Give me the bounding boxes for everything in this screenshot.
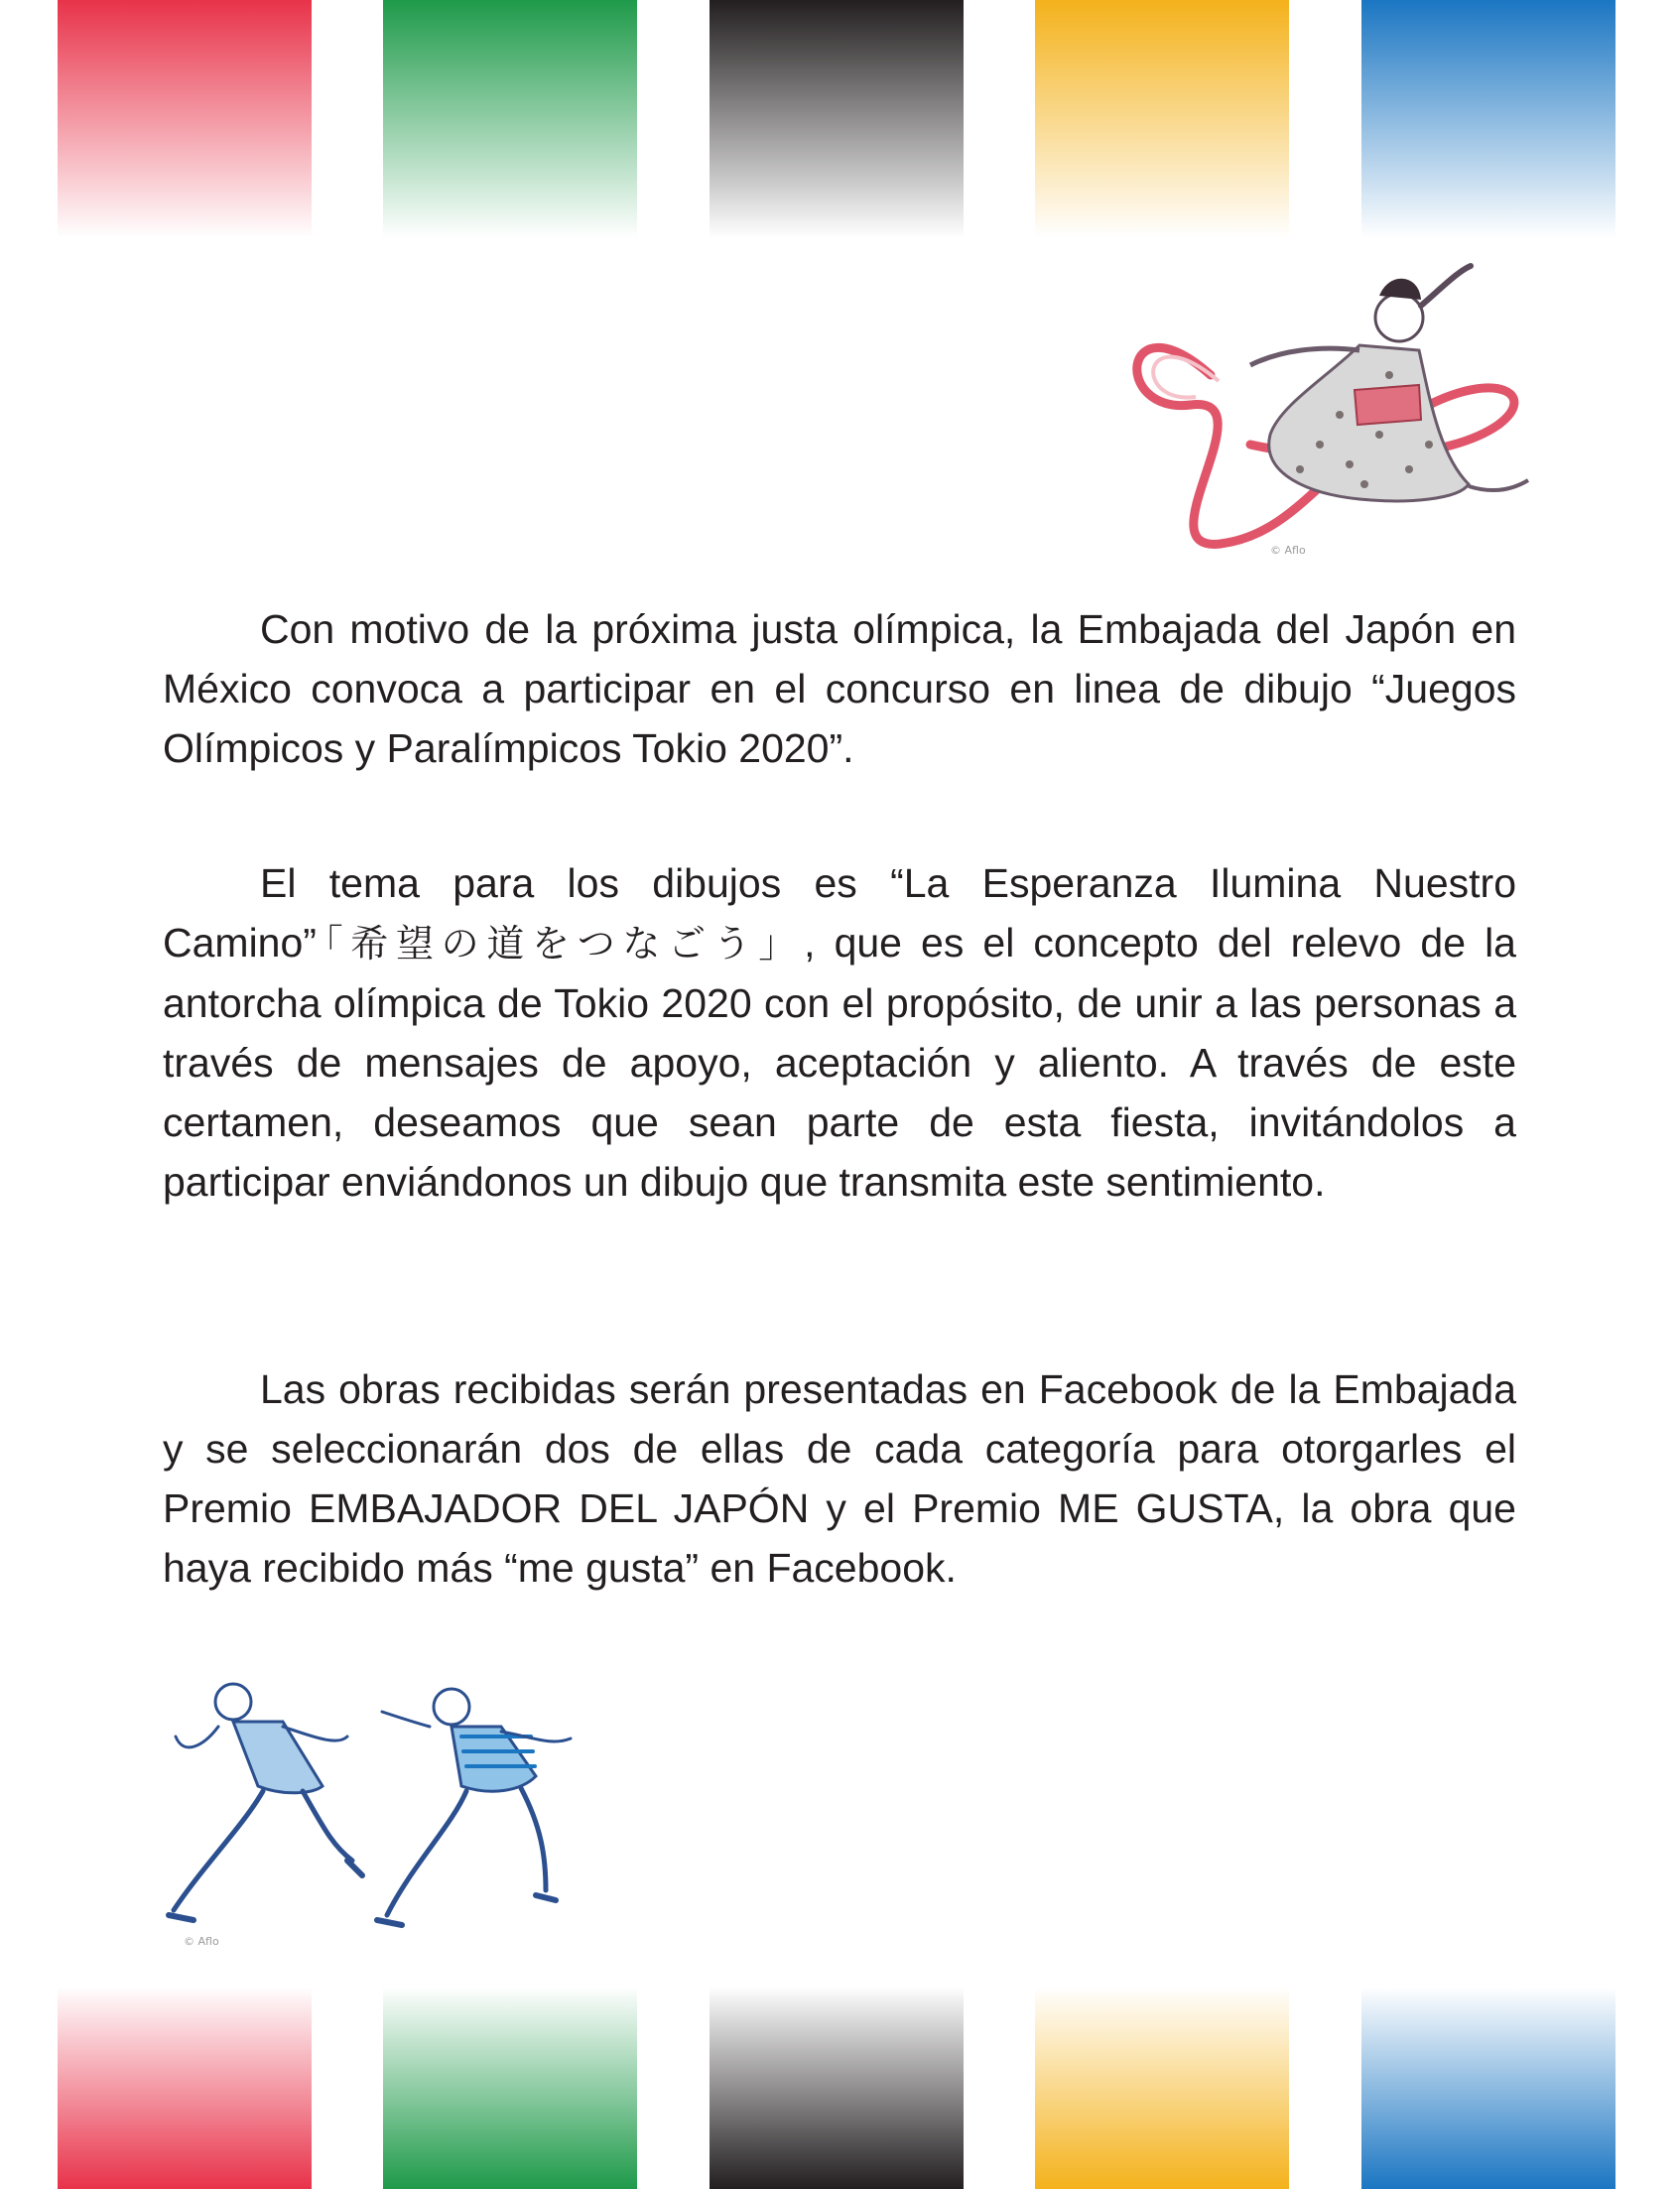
- top-black-bar: [710, 0, 964, 238]
- dancer-illustration: [1101, 256, 1568, 574]
- runners-credit: © Aflo: [184, 1935, 219, 1948]
- dancer-credit: © Aflo: [1270, 544, 1306, 557]
- bottom-black-bar: [710, 1987, 964, 2189]
- top-yellow-bar: [1035, 0, 1289, 238]
- paragraph-prizes-text: Las obras recibidas serán presentadas en Facebook de la Embajada y se seleccionarán dos de ellas de cada categoría para otorgarles el Premio EMBAJADOR DEL JAPÓN y el Premio ME GUSTA, la obra que haya recibido más “me gusta” en Facebook.: [163, 1366, 1516, 1591]
- japanese-slogan: 「希望の道をつなごう」: [316, 922, 805, 966]
- paragraph-theme-text-start: El tema para los dibujos es “La Esperanza Ilumina Nuestro Camino”: [163, 860, 1516, 966]
- paragraph-prizes: [163, 1359, 1516, 1598]
- bottom-blue-bar: [1361, 1987, 1615, 2189]
- paragraph-theme-text-end: , que es el concepto del relevo de la antorcha olímpica de Tokio 2020 con el propósito, de unir a las personas a través de mensajes de apoyo, aceptación y aliento. A través de este certamen, deseamos que sean parte de esta fiesta, invitándolos a participar enviándonos un dibujo que transmita este sentimiento.: [163, 920, 1516, 1205]
- top-red-bar: [58, 0, 312, 238]
- bottom-green-bar: [383, 1987, 637, 2189]
- bottom-yellow-bar: [1035, 1987, 1289, 2189]
- top-blue-bar: [1361, 0, 1615, 238]
- paragraph-intro: [163, 599, 1516, 778]
- paragraph-theme: [163, 853, 1516, 1212]
- bottom-red-bar: [58, 1987, 312, 2189]
- top-green-bar: [383, 0, 637, 238]
- paragraph-intro-text: Con motivo de la próxima justa olímpica, la Embajada del Japón en México convoca a participar en el concurso en linea de dibujo “Juegos Olímpicos y Paralímpicos Tokio 2020”.: [163, 606, 1516, 771]
- runners-illustration: [164, 1677, 660, 1965]
